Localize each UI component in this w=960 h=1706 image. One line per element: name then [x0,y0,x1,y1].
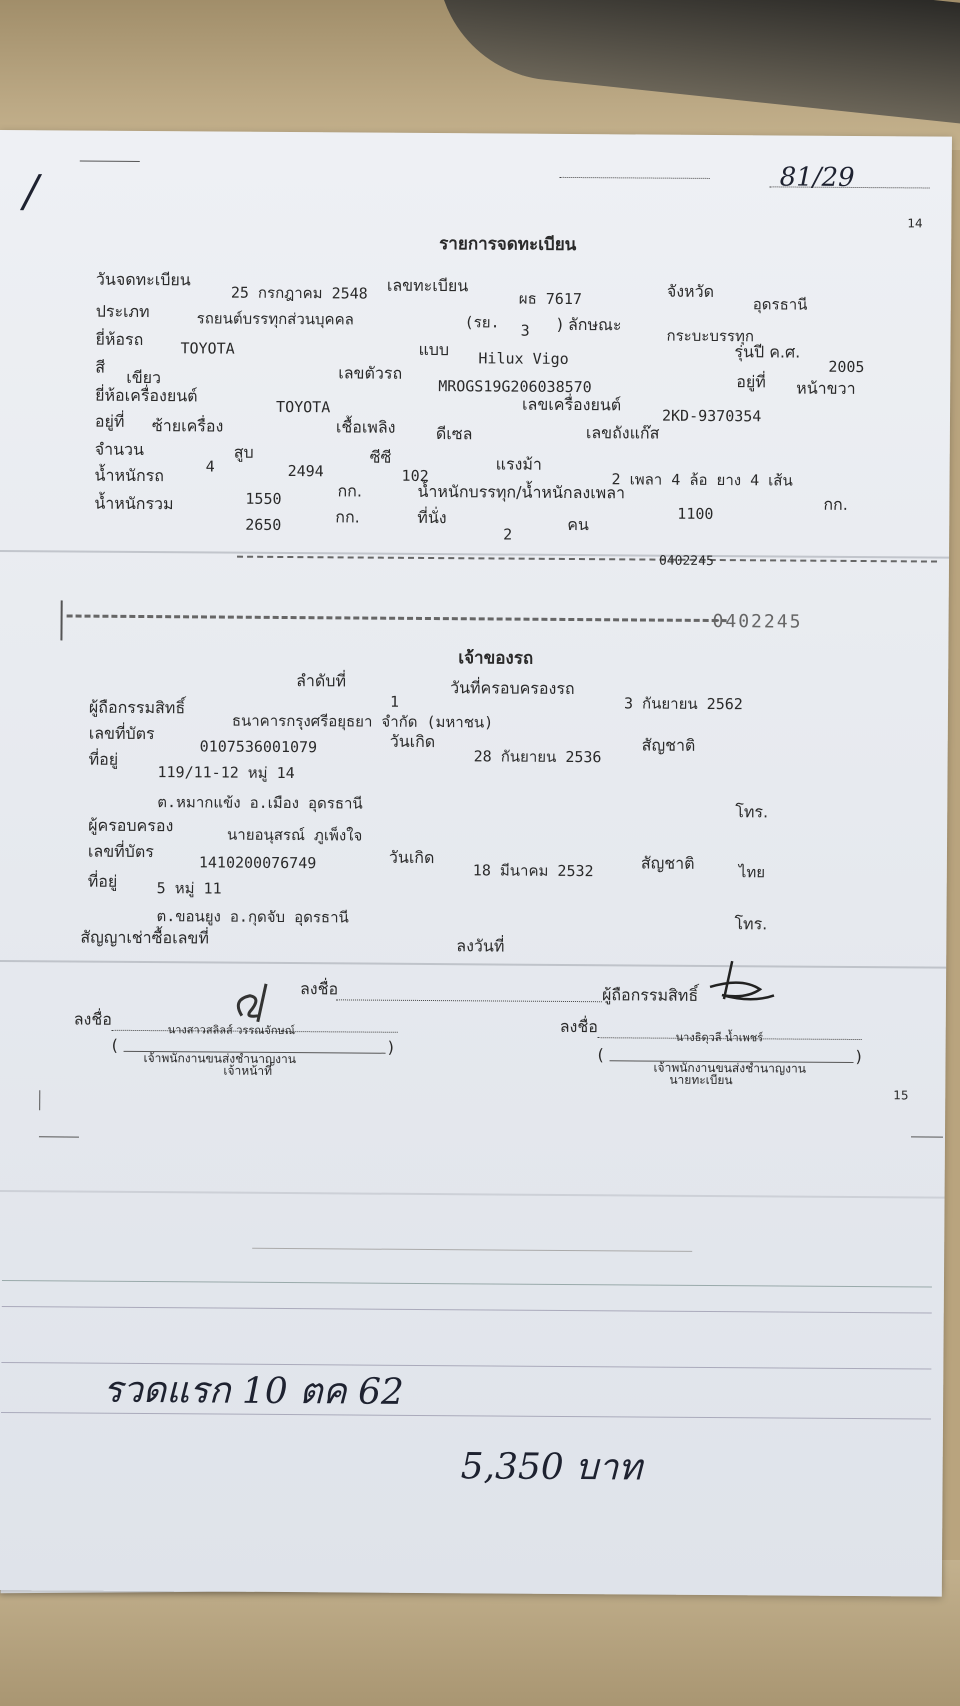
corner-mark [911,1136,943,1137]
gross: 2650 [245,515,282,534]
vin: MROGS19G206038570 [438,377,592,397]
possession-label: วันที่ครอบครองรถ [450,678,575,699]
province: อุดรธานี [752,295,808,314]
holder-tel-label: โทร. [735,802,769,822]
officer-left-paren-close: ) [387,1037,394,1057]
ruled-line [1,1412,931,1419]
vin-location-label: อยู่ที่ [736,372,766,392]
registration-title: รายการจดทะเบียน [439,234,577,256]
perforation-line [67,614,727,622]
seats-unit: คน [567,514,589,535]
count-label: จำนวน [94,439,145,460]
serial-perforated: 0402245 [712,610,803,633]
holder-sign-line [336,998,602,1002]
cc-value: 2494 [287,462,324,481]
rs-value: 3 [520,321,530,340]
owner-title: เจ้าของรถ [458,648,534,669]
holder-address-2: ต.หมากแข้ง อ.เมือง อุดรธานี [157,793,363,813]
type-label: ประเภท [95,301,150,322]
seats-label: ที่นั่ง [417,507,447,528]
holder: ธนาคารกรุงศรีอยุธยา จำกัด (มหาชน) [231,711,494,732]
ruled-line [2,1306,932,1313]
faint-line [252,1248,692,1252]
engine-brand-label: ยี่ห้อเครื่องยนต์ [95,385,198,406]
reg-date: 25 กรกฎาคม 2548 [230,283,368,303]
page-number-bottom: 15 [893,1088,909,1103]
lease-label: สัญญาเช่าซื้อเลขที่ [80,927,209,948]
brand-label: ยี่ห้อรถ [95,329,144,350]
ruled-line [1,1362,931,1369]
officer-left-sign-label: ลงชื่อ [73,1009,112,1029]
holder-signature-mark [702,955,782,1012]
engine-no-label: เลขเครื่องยนต์ [522,394,622,415]
handwritten-note-line2: 5,350 บาท [460,1446,643,1489]
possessor-address-label: ที่อยู่ [87,871,118,891]
officer-right-sign-label: ลงชื่อ [559,1016,598,1037]
holder-address-1: 119/11-12 หมู่ 14 [157,763,295,783]
corner-mark [39,1136,79,1137]
vehicle-type: รถยนต์บรรทุกส่วนบุคคล [196,309,354,329]
reg-date-label: วันจดทะเบียน [95,269,191,290]
holder-sign-label: ลงชื่อ [299,979,339,999]
ruled-line [2,1280,932,1287]
order: 1 [389,692,400,711]
officer-right-name: นางธิดุวลี น้ำเพชร์ [675,1030,764,1045]
cc-label: ซีซี [369,447,392,467]
page-ref: 81/29 [779,162,855,193]
engine-location-label: อยู่ที่ [94,411,125,431]
possessor-id-label: เลขที่บัตร [87,841,154,862]
possessor-label: ผู้ครอบครอง [88,815,174,836]
weight: 1550 [245,489,282,508]
possessor-birth: 18 มีนาคม 2532 [472,861,594,881]
registration-document [0,130,952,1597]
province-label: จังหวัด [666,281,715,301]
holder-address-label: ที่อยู่ [88,749,119,769]
engine-location: ซ้ายเครื่อง [151,416,224,436]
holder-label: ผู้ถือกรรมสิทธิ์ [88,697,186,718]
lease-date-label: ลงวันที่ [456,936,505,956]
vin-label: เลขตัวรถ [338,363,403,383]
holder-id-label: เลขที่บัตร [88,723,155,744]
officer-right-title: เจ้าพนักงานขนส่งชำนาญงาน [653,1060,807,1076]
officer-left-name: นางสาวสลิลส์ วรรณจักษณ์ [167,1023,296,1038]
holder-birth: 28 กันยายน 2536 [473,747,602,767]
load: 1100 [677,504,714,523]
year: 2005 [828,357,865,377]
possessor-address-1: 5 หมู่ 11 [156,879,222,898]
color: เขียว [126,367,162,388]
corner-mark [39,1090,40,1110]
cylinders: 4 [205,457,215,476]
officer-right-paren-open: ( [597,1045,604,1065]
possessor-address-2: ต.ขอนยูง อ.กุดจับ อุดรธานี [156,907,349,927]
perforation-mark [60,600,62,640]
brand: TOYOTA [180,339,235,358]
body-style: กระบะบรรทุก [666,326,755,346]
vin-location: หน้าขวา [796,378,856,398]
holder-birth-label: วันเกิด [389,731,436,752]
cylinder-label: สูบ [233,442,254,462]
officer-left-title: เจ้าพนักงานขนส่งชำนาญงาน [143,1051,297,1067]
officer-left-paren-open: ( [111,1035,118,1055]
rs-suffix: ) ลักษณะ [556,314,622,335]
officer-right-role: นายทะเบียน [669,1072,733,1088]
holder-sign-caption: ผู้ถือกรรมสิทธิ์ [601,985,699,1005]
page-number-top: 14 [907,216,923,231]
officer-right-paren-close: ) [855,1046,862,1067]
serial: 0402245 [658,553,714,569]
possessor-birth-label: วันเกิด [388,847,435,868]
weight-unit: กก. [337,481,363,501]
possession-date: 3 กันยายน 2562 [623,694,743,714]
holder-id: 0107536001079 [199,737,318,757]
corner-mark [80,161,140,162]
officer-left-signature-mark [228,978,288,1028]
model: Hilux Vigo [478,349,569,368]
engine-no: 2KD-9370354 [661,406,762,426]
fold-crease [0,960,946,969]
possessor-id: 1410200076749 [198,853,317,873]
gas-tank-label: เลขถังแก๊ส [585,423,660,443]
corner-stroke: / [23,166,39,218]
fuel: ดีเซล [435,424,473,444]
order-label: ลำดับที่ [296,671,347,691]
possessor-tel-label: โทร. [734,914,768,934]
load-label: น้ำหนักบรรทุก/น้ำหนักลงเพลา [417,481,626,503]
gross-label: น้ำหนักรวม [94,493,174,514]
possessor-nationality: ไทย [738,863,766,882]
plate-label: เลขทะเบียน [386,275,469,296]
load-unit: กก. [823,494,848,514]
engine-brand: TOYOTA [276,397,331,417]
model-label: แบบ [418,339,450,360]
fuel-label: เชื้อเพลิง [335,417,396,437]
weight-label: น้ำหนักรถ [94,465,165,486]
fold-crease [0,1190,945,1199]
axles: 2 เพลา 4 ล้อ ยาง 4 เส้น [611,470,793,490]
officer-left-role: เจ้าหน้าที่ [223,1063,273,1078]
gross-unit: กก. [335,507,360,527]
year-label: รุ่นปี ค.ศ. [734,342,801,362]
possessor-nationality-label: สัญชาติ [640,853,695,873]
hp-label: แรงม้า [495,454,542,474]
seats: 2 [503,525,513,544]
handwritten-note-line1: รวดแรก 10 ตค 62 [103,1369,405,1413]
possessor: นายอนุสรณ์ ภูเพ็งใจ [227,825,363,845]
color-label: สี [95,357,106,377]
plate: ผธ 7617 [518,289,583,309]
hp-value: 102 [401,466,429,486]
ref-line [560,176,710,179]
holder-nationality-label: สัญชาติ [641,735,696,755]
rs-prefix: (รย. [464,313,500,332]
